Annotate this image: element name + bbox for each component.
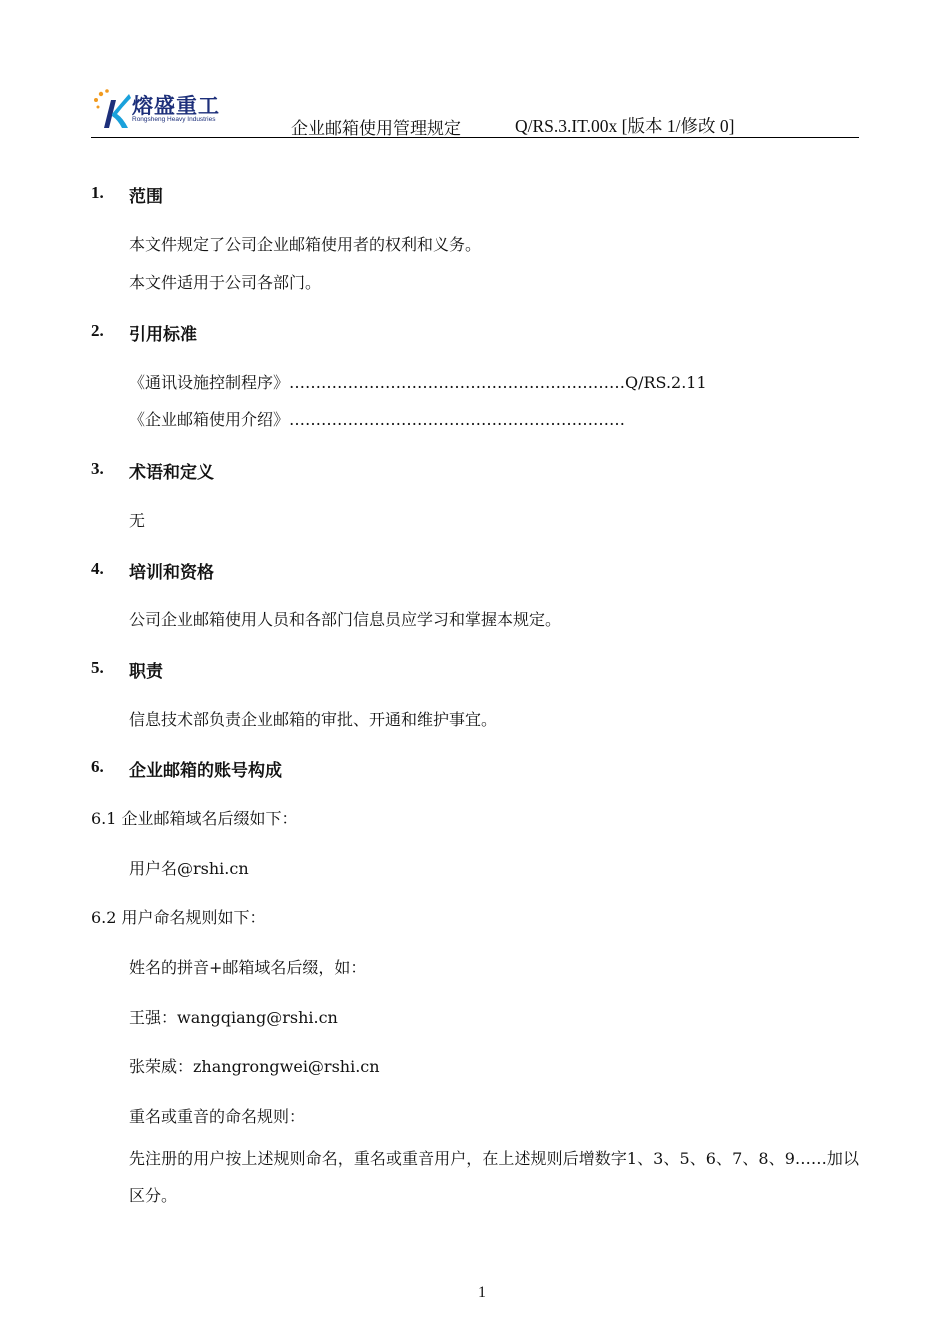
logo-chinese-name: 熔盛重工 bbox=[132, 94, 220, 118]
example-1: 王强：wangqiang@rshi.cn bbox=[129, 1008, 338, 1027]
section-5-text: 信息技术部负责企业邮箱的审批、开通和维护事宜。 bbox=[129, 710, 498, 729]
section-5-number: 5. bbox=[91, 658, 104, 677]
subsection-6-1: 6.1 企业邮箱域名后缀如下： bbox=[91, 809, 298, 828]
section-4-number: 4. bbox=[91, 559, 104, 578]
page-number: 1 bbox=[478, 1284, 486, 1301]
section-1-text-2: 本文件适用于公司各部门。 bbox=[129, 273, 322, 292]
section-3-number: 3. bbox=[91, 459, 104, 478]
section-5-heading: 职责 bbox=[129, 662, 163, 682]
reference-line-2: 《企业邮箱使用介绍》……………………………………………………… bbox=[129, 410, 626, 429]
subsection-6-2: 6.2 用户命名规则如下： bbox=[91, 908, 266, 927]
section-2-heading: 引用标准 bbox=[129, 325, 197, 345]
document-code: Q/RS.3.IT.00x [版本 1/修改 0] bbox=[515, 116, 735, 136]
company-logo bbox=[92, 88, 227, 132]
document-title: 企业邮箱使用管理规定 bbox=[291, 119, 461, 139]
section-3-heading: 术语和定义 bbox=[129, 463, 214, 483]
section-3-text: 无 bbox=[129, 511, 146, 530]
section-6-number: 6. bbox=[91, 757, 104, 776]
section-4-text: 公司企业邮箱使用人员和各部门信息员应学习和掌握本规定。 bbox=[129, 610, 562, 629]
section-1-number: 1. bbox=[91, 183, 104, 202]
section-1-heading: 范围 bbox=[129, 187, 163, 207]
section-4-heading: 培训和资格 bbox=[129, 563, 214, 583]
section-6-heading: 企业邮箱的账号构成 bbox=[129, 761, 282, 781]
domain-format: 用户名@rshi.cn bbox=[129, 859, 249, 878]
reference-line-1: 《通讯设施控制程序》………………………………………………………Q/RS.2.11 bbox=[129, 373, 707, 392]
duplicate-rule-title: 重名或重音的命名规则： bbox=[129, 1107, 306, 1126]
section-1-text-1: 本文件规定了公司企业邮箱使用者的权利和义务。 bbox=[129, 235, 482, 254]
header-divider bbox=[91, 137, 859, 138]
section-2-number: 2. bbox=[91, 321, 104, 340]
duplicate-rule-text: 先注册的用户按上述规则命名，重名或重音用户，在上述规则后增数字1、3、5、6、7、8、9……加以区分。 bbox=[129, 1149, 859, 1205]
example-2: 张荣威：zhangrongwei@rshi.cn bbox=[129, 1057, 380, 1076]
naming-rule: 姓名的拼音+邮箱域名后缀，如： bbox=[129, 958, 367, 977]
logo-mark-icon bbox=[92, 88, 132, 132]
logo-english-name: Rongsheng Heavy Industries bbox=[132, 116, 216, 123]
